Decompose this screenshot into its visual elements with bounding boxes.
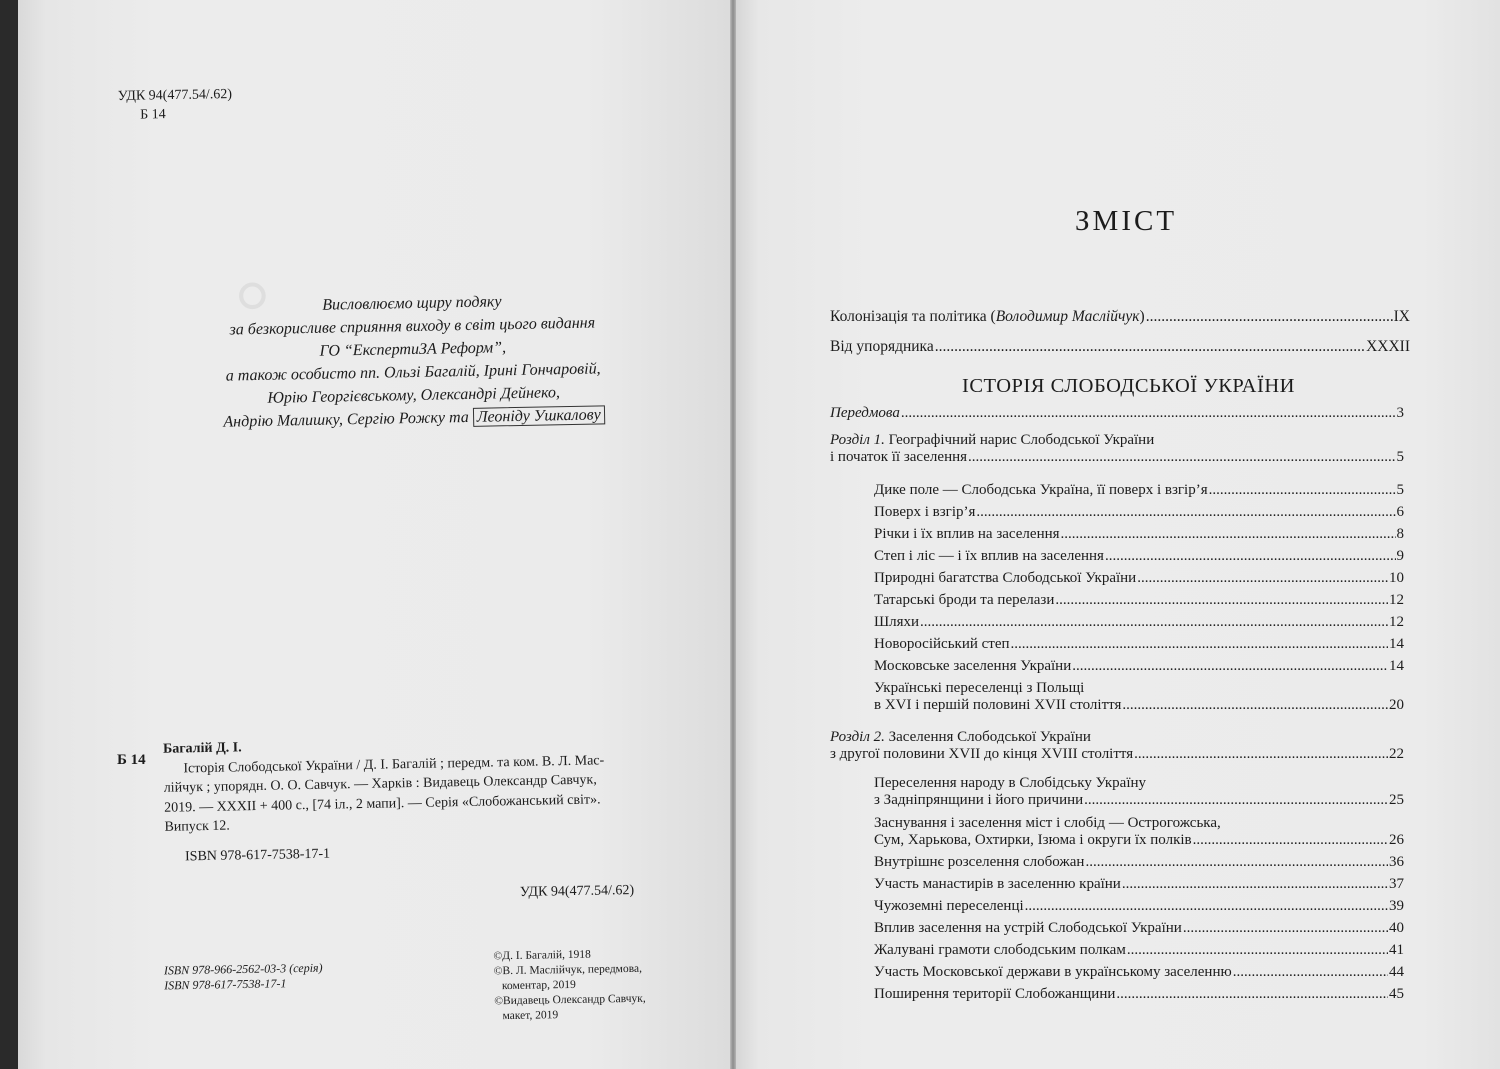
toc-page: 22 — [1389, 746, 1404, 762]
toc-label: Переселення народу в Слобідську Україну — [874, 775, 1147, 791]
biblio-line: лійчук ; упорядн. О. О. Савчук. — Харків : Видавець Олександр Савчук, — [163, 772, 597, 796]
bibliographic-record — [163, 730, 665, 867]
leader-dots — [1122, 876, 1388, 893]
isbn-block — [164, 961, 323, 994]
toc-page: 5 — [1396, 449, 1404, 465]
leader-dots — [1072, 658, 1388, 675]
toc-label-cont: в XVI і першій половині XVII століття — [874, 697, 1122, 713]
contents-heading: ЗМІСТ — [1075, 205, 1178, 237]
toc-page: 41 — [1389, 942, 1404, 958]
toc-label: Річки і їх вплив на заселення — [874, 526, 1060, 542]
chapter-title: Заселення Слободської України — [884, 729, 1091, 745]
leader-dots — [1085, 854, 1388, 871]
leader-dots — [1233, 964, 1388, 981]
copyright-line: ©Д. І. Багалій, 1918 — [493, 948, 591, 963]
thanks-line: Андрію Малишку, Сергію Рожку та — [223, 408, 469, 431]
chapter-prefix: Розділ 2. — [830, 729, 885, 745]
toc-page: 45 — [1389, 986, 1404, 1002]
toc-label: Степ і ліс — і їх вплив на заселення — [874, 548, 1104, 564]
toc-subentry[interactable] — [874, 504, 1404, 521]
leader-dots — [920, 614, 1388, 631]
thanks-line: Юрію Георгієвському, Олександрі Дейнеко, — [267, 384, 561, 407]
toc-page: 3 — [1396, 405, 1404, 421]
leader-dots — [935, 338, 1365, 356]
toc-page: 25 — [1389, 792, 1404, 808]
toc-subentry[interactable] — [874, 482, 1404, 499]
toc-page: 36 — [1389, 854, 1404, 870]
chapter-title: Географічний нарис Слободської України — [884, 432, 1155, 448]
toc-subentry[interactable] — [874, 964, 1404, 981]
biblio-line: 2019. — XXXII + 400 с., [74 іл., 2 мапи]. — Серія «Слобожанський світ». — [163, 791, 601, 816]
biblio-author: Багалій Д. І. — [162, 740, 242, 757]
biblio-isbn: ISBN 978-617-7538-17-1 — [184, 846, 331, 864]
leader-dots — [1122, 697, 1388, 714]
toc-label: Передмова — [830, 405, 900, 421]
toc-page: 8 — [1396, 526, 1404, 542]
leader-dots — [1055, 592, 1388, 609]
toc-label: Дике поле — Слободська Україна, її поверх і взгір’я — [874, 482, 1208, 498]
toc-label: Шляхи — [874, 614, 920, 630]
toc-entry-colonization[interactable] — [830, 296, 1410, 326]
thanks-line: ГО “ЕкспертиЗА Реформ”, — [319, 339, 507, 360]
toc-page: 39 — [1389, 898, 1404, 914]
toc-subentry[interactable] — [874, 920, 1404, 937]
chapter-prefix: Розділ 1. — [830, 432, 885, 448]
toc-subentry[interactable] — [874, 876, 1404, 893]
toc-label: Участь Московської держави в українському заселенню — [874, 964, 1232, 980]
toc-page: 5 — [1396, 482, 1404, 498]
chapter-title-cont: з другої половини XVII до кінця XVIII століття — [830, 746, 1134, 762]
leader-dots — [968, 449, 1395, 466]
toc-label-after: ) — [1139, 308, 1145, 325]
toc-page: 12 — [1389, 592, 1404, 608]
leader-dots — [1084, 792, 1388, 809]
biblio-line: Випуск 12. — [164, 818, 230, 835]
toc-subentry[interactable] — [874, 636, 1404, 653]
toc-page: 20 — [1389, 697, 1404, 713]
toc-subentry[interactable] — [874, 570, 1404, 587]
toc-label: Колонізація та політика ( — [830, 308, 996, 325]
toc-label: Внутрішнє розселення слобожан — [874, 854, 1085, 870]
leader-dots — [1134, 746, 1388, 763]
front-matter-toc — [830, 296, 1410, 356]
copyright-block — [493, 947, 646, 1025]
udk-header — [118, 85, 233, 125]
toc-subentry-ukrainian-settlers[interactable] — [874, 680, 1404, 714]
toc-label: Татарські броди та перелази — [874, 592, 1055, 608]
toc-label: Московське заселення України — [874, 658, 1072, 674]
leader-dots — [901, 405, 1396, 422]
leader-dots — [1011, 636, 1388, 653]
leader-dots — [1137, 570, 1388, 587]
toc-subentry[interactable] — [874, 898, 1404, 915]
toc-subentry[interactable] — [874, 526, 1404, 543]
isbn-series: ISBN 978-966-2562-03-3 (серія) — [163, 960, 323, 978]
leader-dots — [1146, 308, 1393, 326]
copyright-line: макет, 2019 — [502, 1009, 559, 1023]
thanks-line: за безкорисливе сприяння виходу в світ цього видання — [229, 314, 596, 339]
toc-page: 37 — [1389, 876, 1404, 892]
highlighted-name[interactable]: Леоніду Ушкалову — [473, 405, 605, 427]
toc-label: Чужоземні переселенці — [874, 898, 1024, 914]
leader-dots — [976, 504, 1395, 521]
toc-label: Поверх і взгір’я — [874, 504, 976, 520]
section-title: ІСТОРІЯ СЛОБОДСЬКОЇ УКРАЇНИ — [962, 375, 1295, 397]
toc-label: Українські переселенці з Польщі — [874, 680, 1085, 696]
chapter-title-cont: і початок її заселення — [830, 449, 968, 465]
toc-subentry[interactable] — [874, 614, 1404, 631]
leader-dots — [1025, 898, 1388, 915]
udk-footer: УДК 94(477.54/.62) — [519, 883, 635, 900]
leader-dots — [1209, 482, 1396, 499]
copyright-line: ©В. Л. Маслійчук, передмова, — [493, 962, 643, 978]
library-code: Б 14 — [140, 107, 166, 123]
toc-page: XXXII — [1366, 338, 1410, 355]
toc-page: 26 — [1389, 832, 1404, 848]
toc-subentry-resettlement[interactable] — [874, 775, 1404, 809]
toc-label: Поширення території Слобожанщини — [874, 986, 1116, 1002]
toc-subentry[interactable] — [874, 658, 1404, 675]
toc-page: 9 — [1396, 548, 1404, 564]
toc-subentry[interactable] — [874, 854, 1404, 871]
toc-page: 12 — [1389, 614, 1404, 630]
toc-label: Жалувані грамоти слободським полкам — [874, 942, 1126, 958]
isbn-book: ISBN 978-617-7538-17-1 — [164, 976, 287, 993]
toc-label: Природні багатства Слободської України — [874, 570, 1137, 586]
toc-label: Вплив заселення на устрій Слободської України — [874, 920, 1182, 936]
toc-subentry[interactable] — [874, 592, 1404, 609]
biblio-line: Історія Слободської України / Д. І. Багалій ; передм. та ком. В. Л. Мас- — [183, 752, 605, 776]
toc-page: 44 — [1389, 964, 1404, 980]
toc-subentry-founding[interactable] — [874, 815, 1404, 849]
toc-entry-chapter-2[interactable] — [830, 729, 1404, 763]
toc-label: Від упорядника — [830, 338, 934, 355]
toc-page: 14 — [1389, 658, 1404, 674]
copyright-line: коментар, 2019 — [501, 978, 576, 993]
toc-subentry[interactable] — [874, 942, 1404, 959]
toc-label-cont: Сум, Харькова, Охтирки, Ізюма і округи їх полків — [874, 832, 1192, 848]
toc-label-cont: з Задніпрянщини і його причини — [874, 792, 1084, 808]
acknowledgements — [167, 287, 660, 434]
leader-dots — [1116, 986, 1388, 1003]
toc-entry-preface[interactable] — [830, 405, 1404, 422]
toc-subentry[interactable] — [874, 986, 1404, 1003]
toc-entry-compiler[interactable] — [830, 326, 1410, 356]
toc-label: Заснування і заселення міст і слобід — Острогожська, — [874, 815, 1221, 831]
leader-dots — [1127, 942, 1388, 959]
thanks-line: Висловлюємо щиру подяку — [322, 293, 502, 314]
toc-page: 6 — [1396, 504, 1404, 520]
right-page — [736, 0, 1500, 1069]
toc-page: 40 — [1389, 920, 1404, 936]
copyright-line: ©Видавець Олександр Савчук, — [494, 992, 646, 1008]
toc-page: 14 — [1389, 636, 1404, 652]
leader-dots — [1061, 526, 1396, 543]
toc-author: Володимир Маслійчук — [995, 308, 1140, 325]
left-page — [18, 0, 730, 1069]
leader-dots — [1105, 548, 1396, 565]
toc-page: 10 — [1389, 570, 1404, 586]
toc-label: Участь манастирів в заселенню країни — [874, 876, 1121, 892]
thanks-line: а також особисто пп. Ользі Багалій, Ірині Гончаровій, — [225, 360, 601, 385]
leader-dots — [1193, 832, 1388, 849]
toc-page: IX — [1393, 308, 1410, 325]
leader-dots — [1183, 920, 1388, 937]
udk-code: УДК 94(477.54/.62) — [117, 87, 233, 104]
biblio-code: Б 14 — [117, 752, 146, 768]
toc-subentry[interactable] — [874, 548, 1404, 565]
toc-label: Новоросійський степ — [874, 636, 1010, 652]
bleed-through-decoration: ◦ — [233, 232, 276, 354]
toc-entry-chapter-1[interactable] — [830, 432, 1404, 466]
